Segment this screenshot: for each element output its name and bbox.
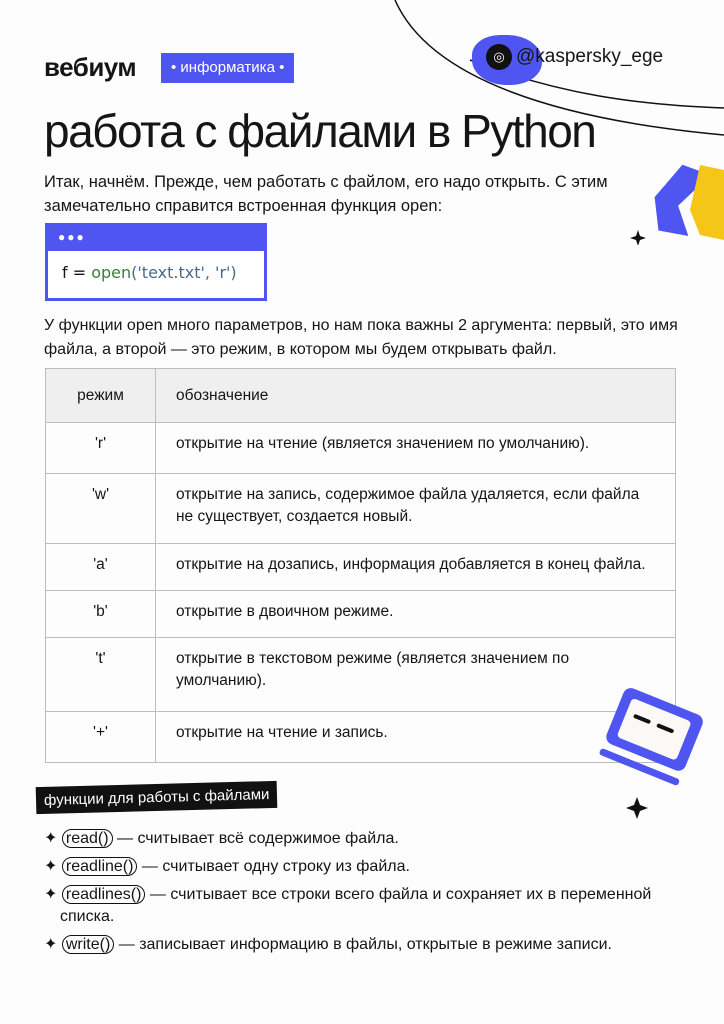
text [630,230,646,245]
text: — считывает все строки всего файла и сохраняет их в переменной списка. [60,886,652,925]
functions-heading: функции для работы с файлами [36,781,278,814]
table-cell: открытие на чтение и запись. [156,712,676,763]
table-row [46,474,676,544]
text: — записывает информацию в файлы, открытые в режиме записи. [114,936,612,953]
text: readlines() [62,885,146,904]
table-cell: 'b' [46,591,156,638]
list-item: ✦ readline() — считывает одну строку из файла. [44,858,410,875]
instagram-handle[interactable] [486,44,663,70]
table-cell: открытие на дозапись, информация добавляется в конец файла. [156,544,676,591]
list-item: ✦ readlines() — считывает все строки всего файла и сохраняет их в переменной списка. [44,886,652,925]
intro-text: Итак, начнём. Прежде, чем работать с файлом, его надо открыть. С этим замечательно справится встроенная функция open: [44,173,608,215]
code-func: open [91,263,132,282]
list-item: ✦ read() — считывает всё содержимое файла. [44,830,399,847]
params-text: У функции open много параметров, но нам пока важны 2 аргумента: первый, это имя файла, а второй — это режим, в котором мы будем открывать файл. [44,317,678,358]
table-cell: 't' [46,638,156,712]
text [626,797,648,819]
code-var: f = [62,263,92,282]
text [599,686,706,786]
page-title: работа с файлами в Python [44,105,596,157]
header-mode: режим [46,369,156,423]
text: readline() [62,857,138,876]
table-cell: открытие на запись, содержимое файла удаляется, если файла не существует, создается новый. [156,474,676,544]
text [660,180,666,186]
table-cell: 'r' [46,423,156,474]
text: write() [62,935,114,954]
table-row [46,712,676,763]
list-item: ✦ write() — записывает информацию в файлы, открытые в режиме записи. [44,936,612,953]
text: read() [62,829,113,848]
table-row [46,544,676,591]
table-row [46,638,676,712]
table-row [46,591,676,638]
instagram-icon: ◎ [486,44,512,70]
python-logo-icon [630,155,724,245]
table-cell: открытие на чтение (является значением по умолчанию). [156,423,676,474]
functions-list [44,828,664,962]
table-cell: 'a' [46,544,156,591]
instagram-text: @kaspersky_ege [516,46,664,67]
logo: вебиум [44,52,137,82]
header-meaning: обозначение [156,369,676,423]
table-header [46,369,676,423]
computer-mascot-icon [595,685,724,830]
modes-table [45,368,676,763]
table-cell: 'w' [46,474,156,544]
code-args: ('text.txt', 'r') [131,263,237,282]
table-cell: открытие в двоичном режиме. [156,591,676,638]
code-block [45,223,267,301]
table-cell: открытие в текстовом режиме (является значением по умолчанию). [156,638,676,712]
table-cell: '+' [46,712,156,763]
text: — считывает одну строку из файла. [137,858,410,875]
table-row [46,423,676,474]
text [48,251,264,294]
subject-tag: • информатика • [161,53,294,83]
text [46,369,676,763]
text: — считывает всё содержимое файла. [112,830,399,847]
window-dots: ●●● [48,226,264,251]
